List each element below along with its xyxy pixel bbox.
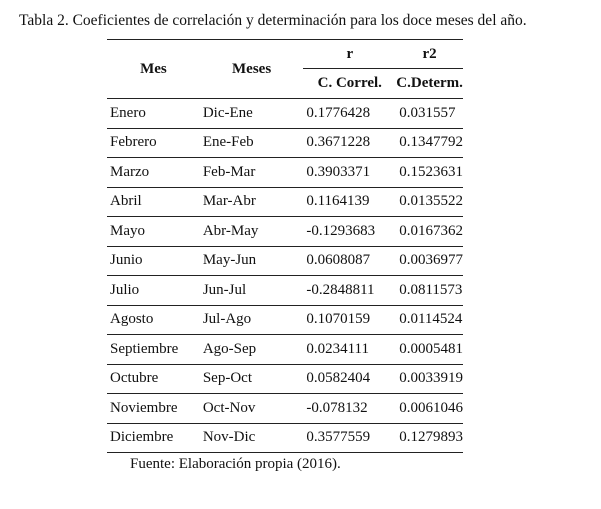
cell-r: -0.1293683 <box>303 217 396 247</box>
cell-r2: 0.0811573 <box>396 276 463 306</box>
table-row <box>107 99 463 129</box>
table-row <box>107 423 463 453</box>
cell-r2: 0.0114524 <box>396 305 463 335</box>
cell-r2: 0.0033919 <box>396 364 463 394</box>
cell-r: 0.0234111 <box>303 335 396 365</box>
table-row <box>107 394 463 424</box>
cell-r2: 0.1347792 <box>396 128 463 158</box>
header-row <box>107 40 463 69</box>
cell-r2: 0.0167362 <box>396 217 463 247</box>
cell-meses: Ene-Feb <box>200 128 304 158</box>
cell-mes: Mayo <box>107 217 200 247</box>
cell-r2: 0.0036977 <box>396 246 463 276</box>
header-meses: Meses <box>200 40 304 99</box>
header-c-correl: C. Correl. <box>303 69 396 99</box>
cell-meses: Abr-May <box>200 217 304 247</box>
table-row <box>107 335 463 365</box>
cell-r2: 0.0061046 <box>396 394 463 424</box>
cell-r: 0.1070159 <box>303 305 396 335</box>
cell-meses: May-Jun <box>200 246 304 276</box>
cell-mes: Enero <box>107 99 200 129</box>
cell-mes: Abril <box>107 187 200 217</box>
table-row <box>107 305 463 335</box>
header-mes: Mes <box>107 40 200 99</box>
cell-r: 0.1776428 <box>303 99 396 129</box>
header-r: r <box>303 40 396 69</box>
cell-mes: Julio <box>107 276 200 306</box>
cell-meses: Oct-Nov <box>200 394 304 424</box>
cell-r: 0.0582404 <box>303 364 396 394</box>
table-body <box>107 99 463 453</box>
cell-r2: 0.1279893 <box>396 423 463 453</box>
cell-r: 0.0608087 <box>303 246 396 276</box>
cell-mes: Febrero <box>107 128 200 158</box>
cell-meses: Mar-Abr <box>200 187 304 217</box>
cell-r2: 0.0135522 <box>396 187 463 217</box>
cell-mes: Septiembre <box>107 335 200 365</box>
cell-r2: 0.0005481 <box>396 335 463 365</box>
cell-meses: Jun-Jul <box>200 276 304 306</box>
cell-r: 0.3671228 <box>303 128 396 158</box>
cell-r: -0.078132 <box>303 394 396 424</box>
table-row <box>107 187 463 217</box>
cell-mes: Noviembre <box>107 394 200 424</box>
table-row <box>107 158 463 188</box>
cell-meses: Feb-Mar <box>200 158 304 188</box>
table-row <box>107 364 463 394</box>
cell-meses: Nov-Dic <box>200 423 304 453</box>
cell-meses: Dic-Ene <box>200 99 304 129</box>
cell-r: 0.3577559 <box>303 423 396 453</box>
cell-mes: Marzo <box>107 158 200 188</box>
table-caption: Tabla 2. Coeficientes de correlación y determinación para los doce meses del año. <box>19 12 527 29</box>
cell-r: 0.1164139 <box>303 187 396 217</box>
cell-mes: Junio <box>107 246 200 276</box>
cell-meses: Sep-Oct <box>200 364 304 394</box>
cell-mes: Agosto <box>107 305 200 335</box>
cell-mes: Octubre <box>107 364 200 394</box>
header-r2: r2 <box>396 40 463 69</box>
table-row <box>107 128 463 158</box>
source-note: Fuente: Elaboración propia (2016). <box>130 456 341 472</box>
cell-mes: Diciembre <box>107 423 200 453</box>
table-row <box>107 246 463 276</box>
correlation-table <box>107 39 463 453</box>
cell-r2: 0.1523631 <box>396 158 463 188</box>
table-row <box>107 217 463 247</box>
cell-r2: 0.031557 <box>396 99 463 129</box>
header-c-determ: C.Determ. <box>396 69 463 99</box>
table-row <box>107 276 463 306</box>
cell-r: 0.3903371 <box>303 158 396 188</box>
cell-meses: Ago-Sep <box>200 335 304 365</box>
cell-r: -0.2848811 <box>303 276 396 306</box>
cell-meses: Jul-Ago <box>200 305 304 335</box>
